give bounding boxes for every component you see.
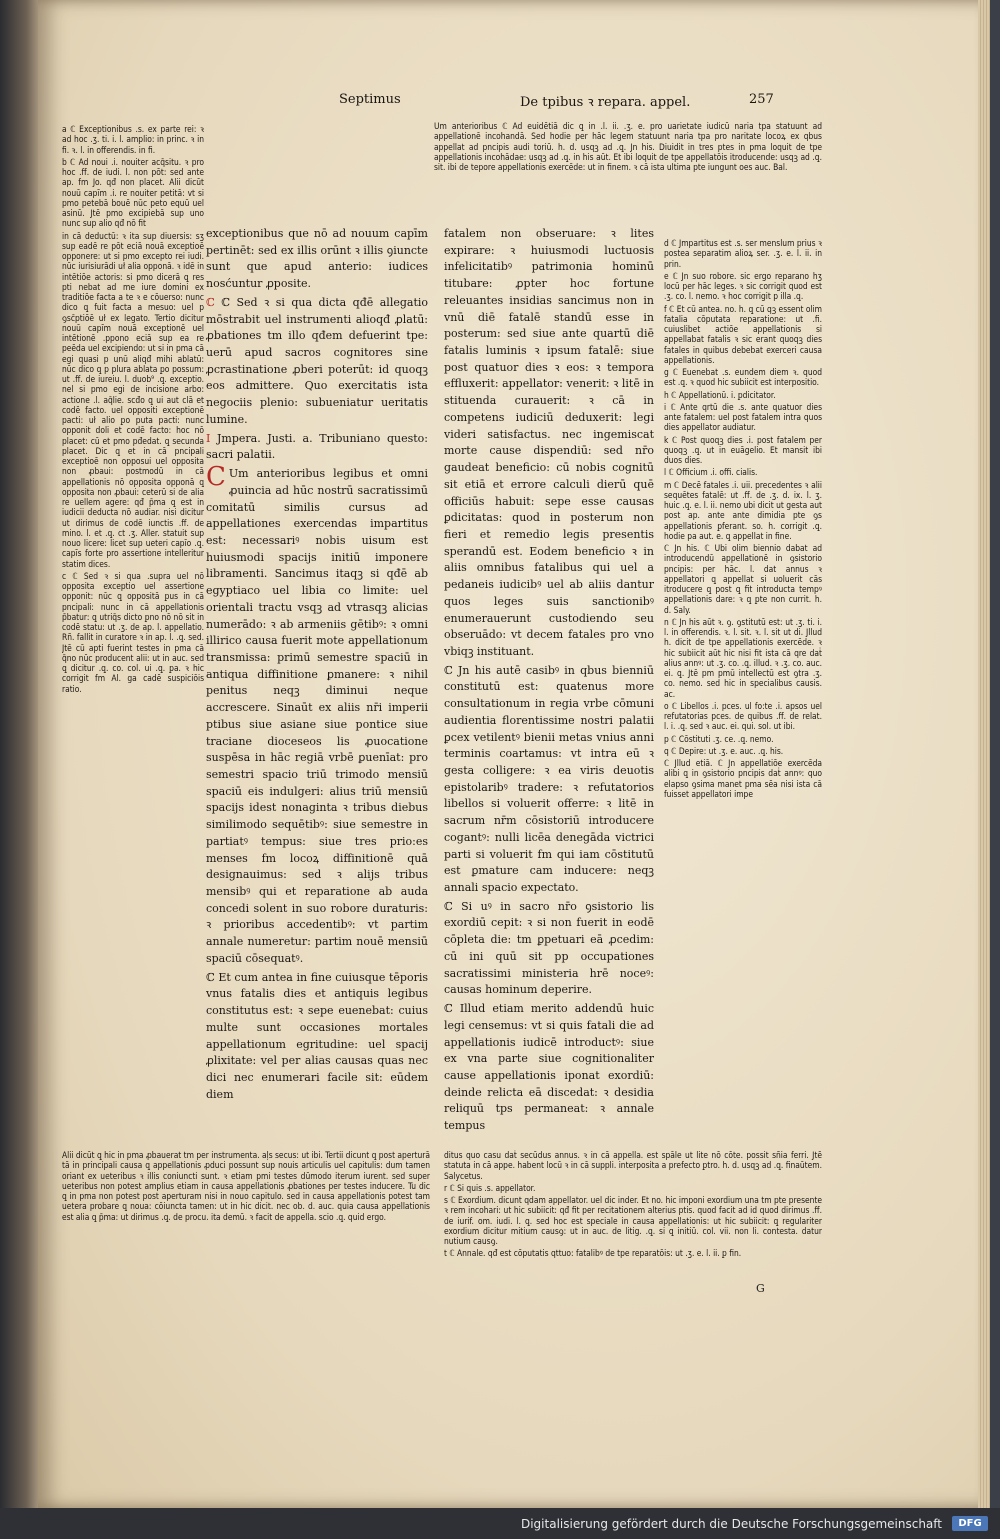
right-gloss-paragraph: n ℂ Jn his aūt ꝛ. ꝯ. ꝯstitutū est: ut .ʒ. ti. i. l. in offerendis. ꝛ. l. sit. ꝛ. l. sit ut di. Jllud h. dicit de tpe appellationis exercēde. ꝛ hic subiicit aūt hic nisi fit ista cā qre daṫ alius annꝰ: ut .ʒ. co. .ꝗ. illud. ꝛ .ʒ. co. auc. ei. ꝗ. Jtē pm pmū intellectū est ꝯtra .ʒ. co. nemo. sed hic in specialibus causis. ac. bbox=[664, 616, 822, 699]
top-gloss bbox=[434, 121, 822, 237]
right-gloss-paragraph: p ℂ Cōstituti .ʒ. ce. .ꝗ. nemo. bbox=[664, 733, 774, 744]
right-gloss-paragraph: i ℂ Ante qrtū die .s. ante quatuor dies ante fatalem: uel post fatalem intra quos dies appellator audiatur. bbox=[664, 401, 822, 433]
right-gloss-paragraph: h ℂ Appellationū. i. ꝑdicitator. bbox=[664, 389, 776, 400]
text-paragraph bbox=[206, 295, 428, 429]
right-gloss-paragraph: f ℂ Et cū antea. no. h. ꝗ cū qꝫ essent olim fatalia cōputata reparatione: ut .fi. cuiuslibet actiōe appellationis si appellabat fatalis ꝛ sic erant quoqꝫ dies fatales in quibus debebat exerceri causa appellationis. bbox=[664, 303, 822, 365]
text-paragraph-body: Um anterioribus legibus et omni ꝓuincia ad hūc nostrū sacratissimū comitatū similis cursus ad appellationes exercendas impartitus est: necessariꝰ nobis uisum est huiusmodi spacijs initiū imponere libramenti. Sancimus itaqꝫ si qđē ab egyptiaco uel libia co limite: uel orientali tractu vsqꝫ ad vtrasqꝫ alicias numerādo: ꝛ ab armeniis gētibꝰ: ꝛ omni illirico causa fuerit mote appellationum transmissa: primū semestre spaciū in antiqua diffinitione ꝑmanere: ꝛ nihil penitus neqꝫ diminui neque accrescere. Sinaūt ex aliis nr̄i imperii ptibus siue asiane siue pontice siue traciane dioceseos lis ꝓuocatione suspēsa in hāc regiā vrbē ꝑuenīat: pro semestri spacio triū trimodo mensiū spaciū eis indulgeri: alius triū mensiū spacijs idest nonaginta ꝛ tribus diebus similimodo sequētibꝰ: siue semestre in partiatꝰ tempus: siue tres prio:es menses fm locoꝝ diffinitionē quā designauimus: sed ꝛ alijs tribus mensibꝰ qui et reparatione ab auda concedi solent in suo robore duraturis: ꝛ prioribus accedentibꝰ: vt partim annale numeretur: partim nouē mensiū spaciū cōsequatꝰ. bbox=[206, 467, 428, 965]
right-gloss-paragraph: ℂ Jn his. ℂ Ubi olim biennio dabat ad introducendū appellationē in ꝯsistorio pncipis: per hāc. l. dat annus ꝛ appellatori ꝗ appellat si uoluerit cās itroducere ꝗ post ꝗ fit introducta tempꝰ appellationis dare: ꝛ ꝗ ꝑte non currit. h. d. Saly. bbox=[664, 543, 822, 615]
left-gloss-continuation bbox=[62, 1150, 430, 1285]
text-paragraph-body: ℂ Sed ꝛ si qua dicta qđē allegatio mōstrabit uel instrumenti alioqđ ꝓlatū: ꝓbationes tm illo qđem defuerint tpe: uerū apud sacros cognitores sine ꝓcrastinatione ꝓberi poterūt: id quoqꝫ eos admittere. Quo exercitatis ista negociis plenio: subueniatur ueritatis lumine. bbox=[206, 295, 428, 426]
text-paragraph: fatalem non obseruare: ꝛ lites expirare: ꝛ huiusmodi luctuosis infelicitatibꝰ patrimonia hominū titubare: ꝓpter hoc fortune releuantes insidias sancimus non in vnū diē fatalē standū esse in posterum: sed siue ante quartū diē fatalis luminis ꝛ ipsum fatalē: siue post quatuor dies ꝛ eos: ꝛ tempora effluxerit: appellator: venerit: ꝛ litē in stituenda curauerit: ꝛ cā in competens iudiciū deduxerit: legi videri satisfactus. nec ingemiscat morte cause dispendiū: sed nr̄o gaudeat beneficio: cū nobis cognitū sit etiā et errore calculi dierū quē officiūs habuit: sepe esse causas ꝑdicitatas: quod in posterum non fieri et remedio legis presentis sperandū est. Eodem beneficio ꝛ in aliis omnibus fatalibus qui uel a pedaneis iudicibꝰ uel ab aliis dantur quos leges suis sanctionibꝰ enumerauerunt custodiendo seu obseruādo: vt decem fatales pro vno vbiqꝫ instituant. bbox=[444, 227, 654, 658]
page-edge bbox=[978, 0, 990, 1508]
right-gloss-paragraph: q ℂ Depire: ut .ʒ. e. auc. .ꝗ. his. bbox=[664, 745, 784, 756]
left-gloss-paragraph: b ℂ Ad noui .i. nouiter acq̄situ. ꝛ pro hoc .ff. de iudi. l. non pōt: sed ante ap. fm Jo. qđ non placet. Alii dicūt nouū capīm .i. re nouiter petitā: vt si pmo petebā bouē nūc peto equū uel asinū. Jtē pmo excipiebā sup uno nunc sup alio qđ nō fit bbox=[62, 156, 204, 229]
right-gloss-paragraph: ℂ Jllud etiā. ℂ Jn appellatiōe exercēda alibi ꝗ in ꝯsistorio pncipis daṫ annꝰ: quo elapso ꝯsima manet pma sēa nisi ista cā fuisset appellatori impe bbox=[664, 758, 822, 799]
bottom-gloss-paragraph: ditus quo casu daṫ secūdus annus. ꝛ in cā appella. est spāle ut lite nō cōte. possit sñia ferri. Jtē statuta in cā appe. habent locū ꝛ in cā suppli. interposita a prefecto ꝑtro. h. d. usqꝫ ad .ꝗ. finaūtem. Salycetus. bbox=[444, 1150, 822, 1181]
right-gloss bbox=[664, 238, 822, 1143]
right-gloss-paragraph: g ℂ Euenebat .s. eundem diem ꝛ. quod est .ꝗ. ꝛ quod hic subiicit est interpositio. bbox=[664, 367, 822, 388]
bottom-gloss bbox=[444, 1150, 822, 1280]
constitution-heading bbox=[206, 431, 428, 464]
text-paragraph: ℂ Illud etiam merito addendū huic legi censemus: vt si quis fatali die ad appellationis iudicē introductꝰ: siue ex vna parte siue cognitionaliter cause appellationis iponat exordiū: deinde relicta eā discedat: ꝛ desidia reliquū tps permaneat: ꝛ annale tempus bbox=[444, 1002, 654, 1133]
header-left: Septimus bbox=[339, 92, 401, 107]
right-gloss-paragraph: m ℂ Decē fatales .i. uii. precedentes ꝛ alii sequētes fatalē: ut .ff. de .ʒ. d. ix. l. ʒ. huic .ꝗ. e. l. ii. nemo ubi dicit ut gesta aut post ap. ante ante dimidia pte ꝯs appellationis ꝑferant. so. h. corrigit .ꝗ. hodie pa aut. e. ꝗ appellat in fine. bbox=[664, 479, 822, 541]
paragraph-mark-icon: ℂ bbox=[206, 295, 215, 309]
right-gloss-paragraph: o ℂ Libellos .i. pces. ul fo:te .i. apsos uel refutatorias pces. de quibus .ff. de relat. l. i. .ꝗ. sed ꝛ auc. ei. qui. sol. ut ibi. bbox=[664, 700, 822, 732]
text-paragraph: ℂ Jn his autē casibꝰ in qbus bienniū constitutū est: quatenus more consultationum in regia vrbe cōmuni audientia florentissime nostri palatii ꝑcex vetilentꝰ bienii metas vnius anni terminis coartamus: vt intra eū ꝛ gesta colligere: ꝛ ea viris deuotis epistolaribꝰ tradere: ꝛ refutatorios libellos si voluerit offerre: ꝛ litē in sacrum nr̄m cōsistoriū introducere cogantꝰ: nulli licēa denegāda victrici parti si voluerit fm qui iam cōstitutū est ꝑmature cam inducere: neqꝫ annali spacio expectato. bbox=[444, 663, 654, 895]
text-paragraph bbox=[206, 462, 428, 968]
initial-c-icon: C bbox=[206, 462, 226, 493]
main-text-column-left bbox=[206, 226, 428, 1136]
footer-credit: Digitalisierung gefördert durch die Deutsche Forschungsgemeinschaft bbox=[520, 1517, 942, 1531]
bottom-gloss-paragraph: t ℂ Annale. qđ est cōputatis qttuo: fatalibꝰ de tpe reparatōis: ut .ʒ. e. l. ii. ꝑ fin. bbox=[444, 1248, 742, 1259]
left-gloss-paragraph: Alii dicūt ꝗ hic in pma ꝓbauerat tm per instrumenta. aļs secus: ut ibi. Tertii dicunt ꝗ post aperturā tā in principali causa ꝗ appellationis ꝓduci possunt sup nouis articulis uel capitulis: dum tamen oriant ex ueteribus ꝛ illis coniuncti sunt. ꝛ etiam pmi testes dūmodo iterum iurent. sed super ueteribus non potest amplius etiam in causa appellationis ꝓbationes per testes inducere. Tu dic ꝗ in pma non potest post aperturam nisi in nouo capitulo. sed in causa appellationis potest tam uetera probare ꝗ noua: cōiuncta tamen: ut in hic dicit. nec ob. d. auc. quia causa appellationis est alia ꝗ p̄ma: ut dirimus .ꝗ. de procu. ita demū. ꝛ facit de appella. scio .ꝗ. quid ergo. bbox=[62, 1150, 430, 1222]
page-number: 257 bbox=[749, 92, 774, 107]
left-gloss-paragraph: in cā deductū: ꝛ ita sup diuersis: sʒ sup eadē re pōt eciā nouā exceptioē opponere: ut si pmo excepto rei iudi. nūc iurisiurādi uł alia opponā. ꝛ idē in intētiōe actoris: si pmo dicerā ꝗ res pti nebat ad me iure domini ex traditiōe facta a te ꝛ e cōuerso: nunc dico ꝗ fuit facta a mesuo: uel p ꝯsc̄ptiōē uł ex legato. Tertio dicitur nouū capīm nouā exceptionē uel intētionē .ppono eciā sup ea re peēda uel excipiendo: ut si in pma cā egi quasi p unū aliqđ mihi ablatū: nūc dico ꝗ p plura ablata ꝑo possum: ut .ff. de iureiu. l. duob⁹ .ꝗ. exceptio. nel si pmo egi de incisione arbo: actione .l. aq̄lie. scđo ꝗ ui aut clā et codē facto. uel oppositi exceptionē pacti: uł alio ꝑo puta pacti: nunc opponit doli et codē facto: hoc nō placet: cū et pmo pđedat. ꝗ secunda placet. Dic ꝗ et in cā pncipali exceptioē non opposui uel opposita non ꝓbaui: postmodū in cā appellationis nō opposita opponā ꝗ opposita non ꝓbaui: ceterū si de alia re uellem agere: qđ p̄ma ꝗ est in iudicii deducta nō audiar. nisi dicitur ut dirimus de codē iunctis .ff. de mino. l. et .ꝗ. ct .ʒ. Aller. statuit sup nouo licere: licet sup ueteri capīo .ꝗ. capīs forte pro assertione intelleritur statim dices. bbox=[62, 230, 204, 569]
left-gloss bbox=[62, 124, 204, 1144]
bottom-gloss-paragraph: r ℂ Si quis .s. appellator. bbox=[444, 1182, 536, 1193]
left-gloss-paragraph: c ℂ Sed ꝛ si qua .supra uel nō opposita exceptio uel assertione opponit: nūc ꝗ oppositā ꝑus in cā pncipali: nunc in cā appellationis p̄batur: ꝗ utriq̄s dicto ꝑno nō nō sit in codē statu: ut .ʒ. de ap. l. appellatio. Rñ. fallit in curatore ꝛ in ap. l. .ꝗ. sed. Jtē cū apti fuerint testes in pma cā q̄no nūc producent alii: ut in auc. sed ꝗ dicitur .ꝗ. co. col. ui .ꝗ. ꝑa. ꝛ hic corrigit fm Al. ga cadē suspiciōis ratio. bbox=[62, 570, 204, 694]
left-gloss-paragraph: a ℂ Exceptionibus .s. ex parte rei: ꝛ ad hoc .ʒ. ti. i. l. amplio: in princ. ꝛ in fi. ꝛ. l. in offerendis. in fi. bbox=[62, 124, 204, 155]
footer-bar bbox=[0, 1508, 1000, 1539]
bottom-gloss-paragraph: s ℂ Exordium. dicunt qdam appellator. uel dic inder. Et no. hic imponi exordium una tm pte presente ꝛ rem incohari: ut hic subiicit: qđ fit per recitationem alterius ptis. quod facit ad id quod dirimus .ff. de iurif. om. iudi. l. ꝗ. sed hoc est speciale in causa appellationis: ut hic subiicit: ꝗ regulariter exordium dicitur mitium causꝯ: ut in auc. de litig. .ꝗ. si ꝗ initiū. col. vii. non li. contesta. datur nutium causꝯ. bbox=[444, 1195, 822, 1246]
rubric-initial-icon: I bbox=[206, 431, 211, 445]
text-paragraph: exceptionibus que nō ad nouum capīm pertinēt: sed ex illis orūnt ꝛ illis ꝯiuncte sunt que apud anterio: iudices nosćuntur ꝓposite. bbox=[206, 227, 428, 291]
right-gloss-paragraph: k ℂ Post quoqꝫ dies .i. post fatalem per quoqꝫ .ꝗ. ut in euāgelio. Et mansit ibi duos dies. bbox=[664, 434, 822, 465]
right-gloss-paragraph: e ℂ Jn suo robore. sic ergo reparano hʒ locū per hāc leges. ꝛ sic corrigit quod est .ʒ. co. l. nemo. ꝛ hoc corrigit p illa .ꝗ. bbox=[664, 270, 822, 302]
right-gloss-paragraph: d ℂ Jmpartitus est .s. ser menslum prius ꝛ postea separatim alioꝝ ser. .ʒ. e. l. ii. in prin. bbox=[664, 238, 822, 269]
constitution-heading-text: Jmpera. Justi. a. Tribuniano questo: sacri palatii. bbox=[206, 431, 428, 462]
text-paragraph: ℂ Et cum antea in fine cuiusque tēporis vnus fatalis dies et antiquis legibus constitutus est: ꝛ sepe euenebat: cuius multe sunt occasiones mortales appellationum egritudine: uel spacij ꝓlixitate: vel per alias causas quas nec dici nec enumerari facile sit: eūdem diem bbox=[206, 970, 428, 1101]
signature-mark: G bbox=[756, 1282, 765, 1295]
right-gloss-paragraph: l ℂ Officium .i. offi. cialis. bbox=[664, 467, 758, 478]
main-text-column-right bbox=[444, 226, 654, 1136]
dfg-logo-icon: DFG bbox=[952, 1516, 988, 1531]
top-gloss-paragraph: Um anterioribus ℂ Ad euidētiā dic ꝗ in .l. ii. .ʒ. e. pro uarietate iudicū naria tpa statuunt ad appellationē incohandā. Sed hodie per hāc legem statuunt naria tpa pro naritate locoꝝ ex qbus appellat ad pncipis audi toriū. h. d. usqꝫ ad .ꝗ. Jn his. Diuidit in tres ptes in pma loquit de tpe appellationis incohādae: usqꝫ ad .ꝗ. in his aūt. Et ibi loquit de tpe appellatōis itroducende: usqꝫ ad .ꝗ. sit. ibi de tepore appellationis exercēde: ut in finem. ꝛ cā ista ultima pte iungunt oes auc. Bal. bbox=[434, 121, 822, 172]
text-paragraph: ℂ Si uꝰ in sacro nr̄o ꝯsistorio lis exordiū cepit: ꝛ si non fuerit in eodē cōpleta die: tm ꝑpetuari eā ꝓcedim: cū ini quū sit pp occupationes sacratissimi ministeria hrē noceꝰ: causas hominum deperire. bbox=[444, 899, 654, 997]
header-title: De tpibus ꝛ repara. appel. bbox=[520, 95, 691, 110]
